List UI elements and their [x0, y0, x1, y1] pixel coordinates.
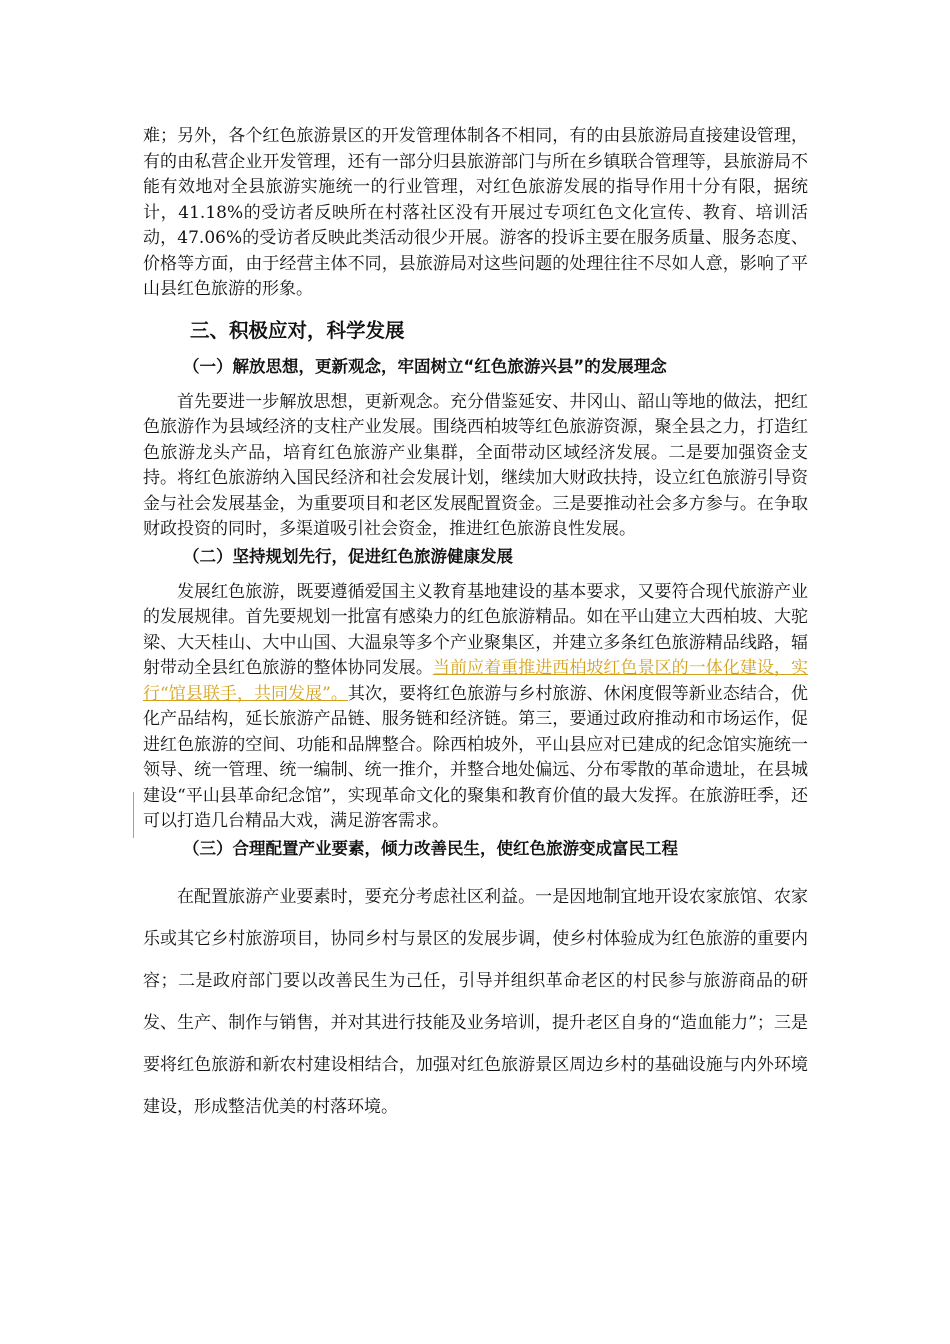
- tracked-revision-text[interactable]: 当前应着重推进西柏坡红色景区的一体化建设，实行“馆县联手，共同发展”。: [143, 658, 809, 704]
- subsection-2-heading: （二）坚持规划先行，促进红色旅游健康发展: [183, 546, 513, 566]
- subsection-1-heading: （一）解放思想，更新观念，牢固树立“红色旅游兴县”的发展理念: [183, 356, 667, 376]
- subsection-2-text-b: 其次，要将红色旅游与乡村旅游、休闲度假等新业态结合，优化产品结构，延长旅游产品链、服务链和经济链。第三，要通过政府推动和市场运作，促进红色旅游的空间、功能和品牌整合。除西柏坡外，平山县应对已建成的纪念馆实施统一领导、统一管理、统一编制、统一推介，并整合地处偏远、分布零散的革命遗址，在县城建设“平山县革命纪念馆”，实现革命文化的聚集和教育价值的最大发挥。在旅游旺季，还可以打造几台精品大戏，满足游客需求。: [143, 683, 808, 831]
- subsection-2-text-a: 发展红色旅游，既要遵循爱国主义教育基地建设的基本要求，又要符合现代旅游产业的发展规律。首先要规划一批富有感染力的红色旅游精品。如在平山建立大西柏坡、大驼梁、大天桂山、大中山国、大温泉等多个产业聚集区，并建立多条红色旅游精品线路，辐射带动全县红色旅游的整体协同发展。: [143, 581, 808, 678]
- section-3-heading: 三、积极应对，科学发展: [190, 318, 405, 342]
- subsection-1-paragraph: 首先要进一步解放思想，更新观念。充分借鉴延安、井冈山、韶山等地的做法，把红色旅游作为县域经济的支柱产业发展。围绕西柏坡等红色旅游资源，聚全县之力，打造红色旅游龙头产品，培育红色旅游产业集群，全面带动区域经济发展。二是要加强资金支持。将红色旅游纳入国民经济和社会发展计划，继续加大财政扶持，设立红色旅游引导资金与社会发展基金，为重要项目和老区发展配置资金。三是要推动社会多方参与。在争取财政投资的同时，多渠道吸引社会资金，推进红色旅游良性发展。: [143, 391, 808, 539]
- subsection-3-paragraph: 在配置旅游产业要素时，要充分考虑社区利益。一是因地制宜地开设农家旅馆、农家乐或其它乡村旅游项目，协同乡村与景区的发展步调，使乡村体验成为红色旅游的重要内容；二是政府部门要以改善民生为己任，引导并组织革命老区的村民参与旅游商品的研发、生产、制作与销售，并对其进行技能及业务培训，提升老区自身的“造血能力”；三是要将红色旅游和新农村建设相结合，加强对红色旅游景区周边乡村的基础设施与内外环境建设，形成整洁优美的村落环境。: [143, 886, 808, 1117]
- document-page: [143, 124, 808, 1128]
- subsection-3-heading: （三）合理配置产业要素，倾力改善民生，使红色旅游变成富民工程: [183, 838, 678, 858]
- intro-paragraph: 难；另外，各个红色旅游景区的开发管理体制各不相同，有的由县旅游局直接建设管理，有的由私营企业开发管理，还有一部分归县旅游部门与所在乡镇联合管理等，县旅游局不能有效地对全县旅游实施统一的行业管理，对红色旅游发展的指导作用十分有限，据统计，41.18%的受访者反映所在村落社区没有开展过专项红色文化宣传、教育、培训活动，47.06%的受访者反映此类活动很少开展。游客的投诉主要在服务质量、服务态度、价格等方面，由于经营主体不同，县旅游局对这些问题的处理往往不尽如人意，影响了平山县红色旅游的形象。: [143, 126, 808, 299]
- subsection-2-paragraph: [143, 580, 808, 835]
- revision-change-bar: [133, 792, 134, 838]
